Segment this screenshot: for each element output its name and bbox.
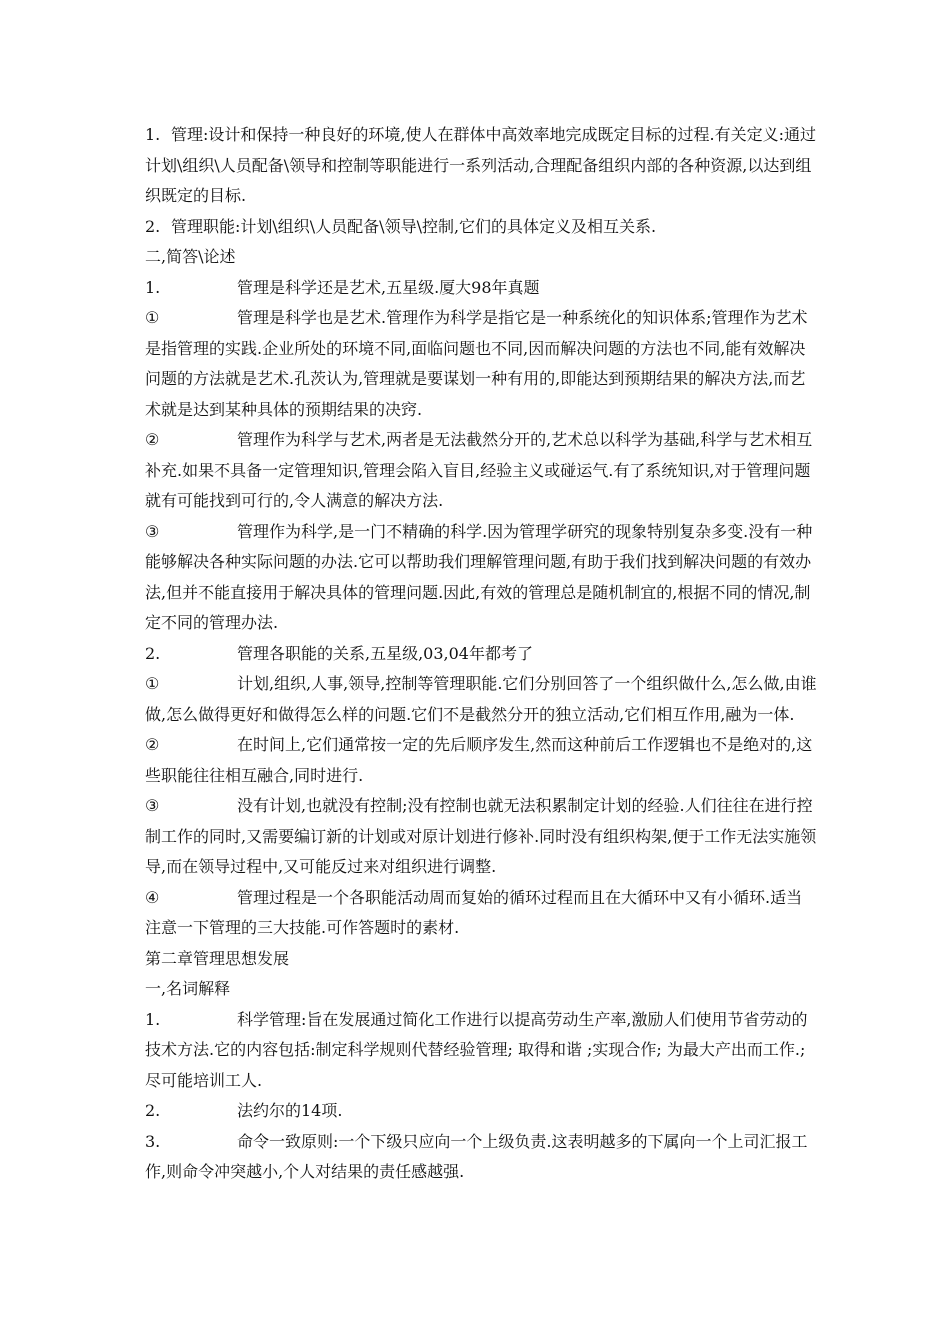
paragraph-text: 管理作为科学与艺术,两者是无法截然分开的,艺术总以科学为基础,科学与艺术相互补充.如果不具备一定管理知识,管理会陷入盲目,经验主义或碰运气.有了系统知识,对于管理问题就有可能找到可行的,令人满意的解决方法. xyxy=(145,430,813,510)
answer-point-3 xyxy=(145,791,817,883)
paragraph-text: 管理各职能的关系,五星级,03,04年都考了 xyxy=(237,643,533,663)
item-number: 1. xyxy=(145,125,161,144)
heading-text: 第二章管理思想发展 xyxy=(145,948,290,968)
paragraph-text: 管理是科学还是艺术,五星级.厦大98年真题 xyxy=(237,277,540,297)
section-heading xyxy=(145,974,817,1005)
item-number: 2. xyxy=(145,643,161,663)
paragraph-text: 管理是科学也是艺术.管理作为科学是指它是一种系统化的知识体系;管理作为艺术是指管理的实践.企业所处的环境不同,面临问题也不同,因而解决问题的方法也不同,能有效解决问题的方法就是艺术.孔茨认为,管理就是要谋划一种有用的,即能达到预期结果的解决方法,而艺术就是达到某种具体的预期结果的决窍. xyxy=(145,308,808,419)
item-number: ③ xyxy=(145,796,160,815)
paragraph-text: 命令一致原则:一个下级只应向一个上级负责.这表明越多的下属向一个上司汇报工作,则命令冲突越小,个人对结果的责任感越强. xyxy=(145,1131,808,1181)
answer-point-1 xyxy=(145,669,817,730)
item-number: 2. xyxy=(145,216,161,236)
paragraph-text: 管理过程是一个各职能活动周而复始的循环过程而且在大循环中又有小循环.适当注意一下管理的三大技能.可作答题时的素材. xyxy=(145,887,803,937)
item-number: 3. xyxy=(145,1131,161,1151)
answer-point-2 xyxy=(145,730,817,791)
answer-point-3 xyxy=(145,517,817,639)
paragraph-text: 在时间上,它们通常按一定的先后顺序发生,然而这种前后工作逻辑也不是绝对的,这些职能往往相互融合,同时进行. xyxy=(145,735,813,785)
item-number: ② xyxy=(145,735,160,754)
answer-point-4 xyxy=(145,883,817,944)
document-body xyxy=(145,120,817,1188)
paragraph-text: 没有计划,也就没有控制;没有控制也就无法积累制定计划的经验.人们往往在进行控制工作的同时,又需要编订新的计划或对原计划进行修补.同时没有组织构架,便于工作无法实施领导,而在领导过程中,又可能反过来对组织进行调整. xyxy=(145,796,817,876)
item-number: 1. xyxy=(145,277,161,297)
item-number: 2. xyxy=(145,1101,161,1120)
item-number: ① xyxy=(145,308,160,327)
paragraph-2 xyxy=(145,212,817,243)
term-1 xyxy=(145,1005,817,1097)
question-2 xyxy=(145,639,817,670)
paragraph-text: 管理:设计和保持一种良好的环境,使人在群体中高效率地完成既定目标的过程.有关定义:通过计划\组织\人员配备\领导和控制等职能进行一系列活动,合理配备组织内部的各种资源,以达到组织既定的目标. xyxy=(145,125,816,205)
section-heading xyxy=(145,242,817,273)
paragraph-text: 计划,组织,人事,领导,控制等管理职能.它们分别回答了一个组织做什么,怎么做,由谁做,怎么做得更好和做得怎么样的问题.它们不是截然分开的独立活动,它们相互作用,融为一体. xyxy=(145,674,817,724)
heading-text: 一,名词解释 xyxy=(145,979,231,998)
question-1 xyxy=(145,273,817,304)
item-number: ④ xyxy=(145,887,160,907)
item-number: ③ xyxy=(145,521,160,541)
item-number: 1. xyxy=(145,1009,161,1029)
term-2 xyxy=(145,1096,817,1127)
paragraph-text: 法约尔的14项. xyxy=(237,1101,343,1120)
term-3 xyxy=(145,1127,817,1188)
answer-point-1 xyxy=(145,303,817,425)
chapter-heading xyxy=(145,944,817,975)
item-number: ① xyxy=(145,674,160,693)
paragraph-text: 科学管理:旨在发展通过简化工作进行以提高劳动生产率,激励人们使用节省劳动的技术方法.它的内容包括:制定科学规则代替经验管理; 取得和谐 ;实现合作; 为最大产出而工作.; 尽可能培训工人. xyxy=(145,1009,808,1090)
paragraph-text: 管理职能:计划\组织\人员配备\领导\控制,它们的具体定义及相互关系. xyxy=(171,216,657,236)
answer-point-2 xyxy=(145,425,817,517)
item-number: ② xyxy=(145,430,160,449)
paragraph-text: 管理作为科学,是一门不精确的科学.因为管理学研究的现象特别复杂多变.没有一种能够解决各种实际问题的办法.它可以帮助我们理解管理问题,有助于我们找到解决问题的有效办法,但并不能直接用于解决具体的管理问题.因此,有效的管理总是随机制宜的,根据不同的情况,制定不同的管理办法. xyxy=(145,521,813,632)
heading-text: 二,简答\论述 xyxy=(145,247,236,266)
paragraph-1 xyxy=(145,120,817,212)
